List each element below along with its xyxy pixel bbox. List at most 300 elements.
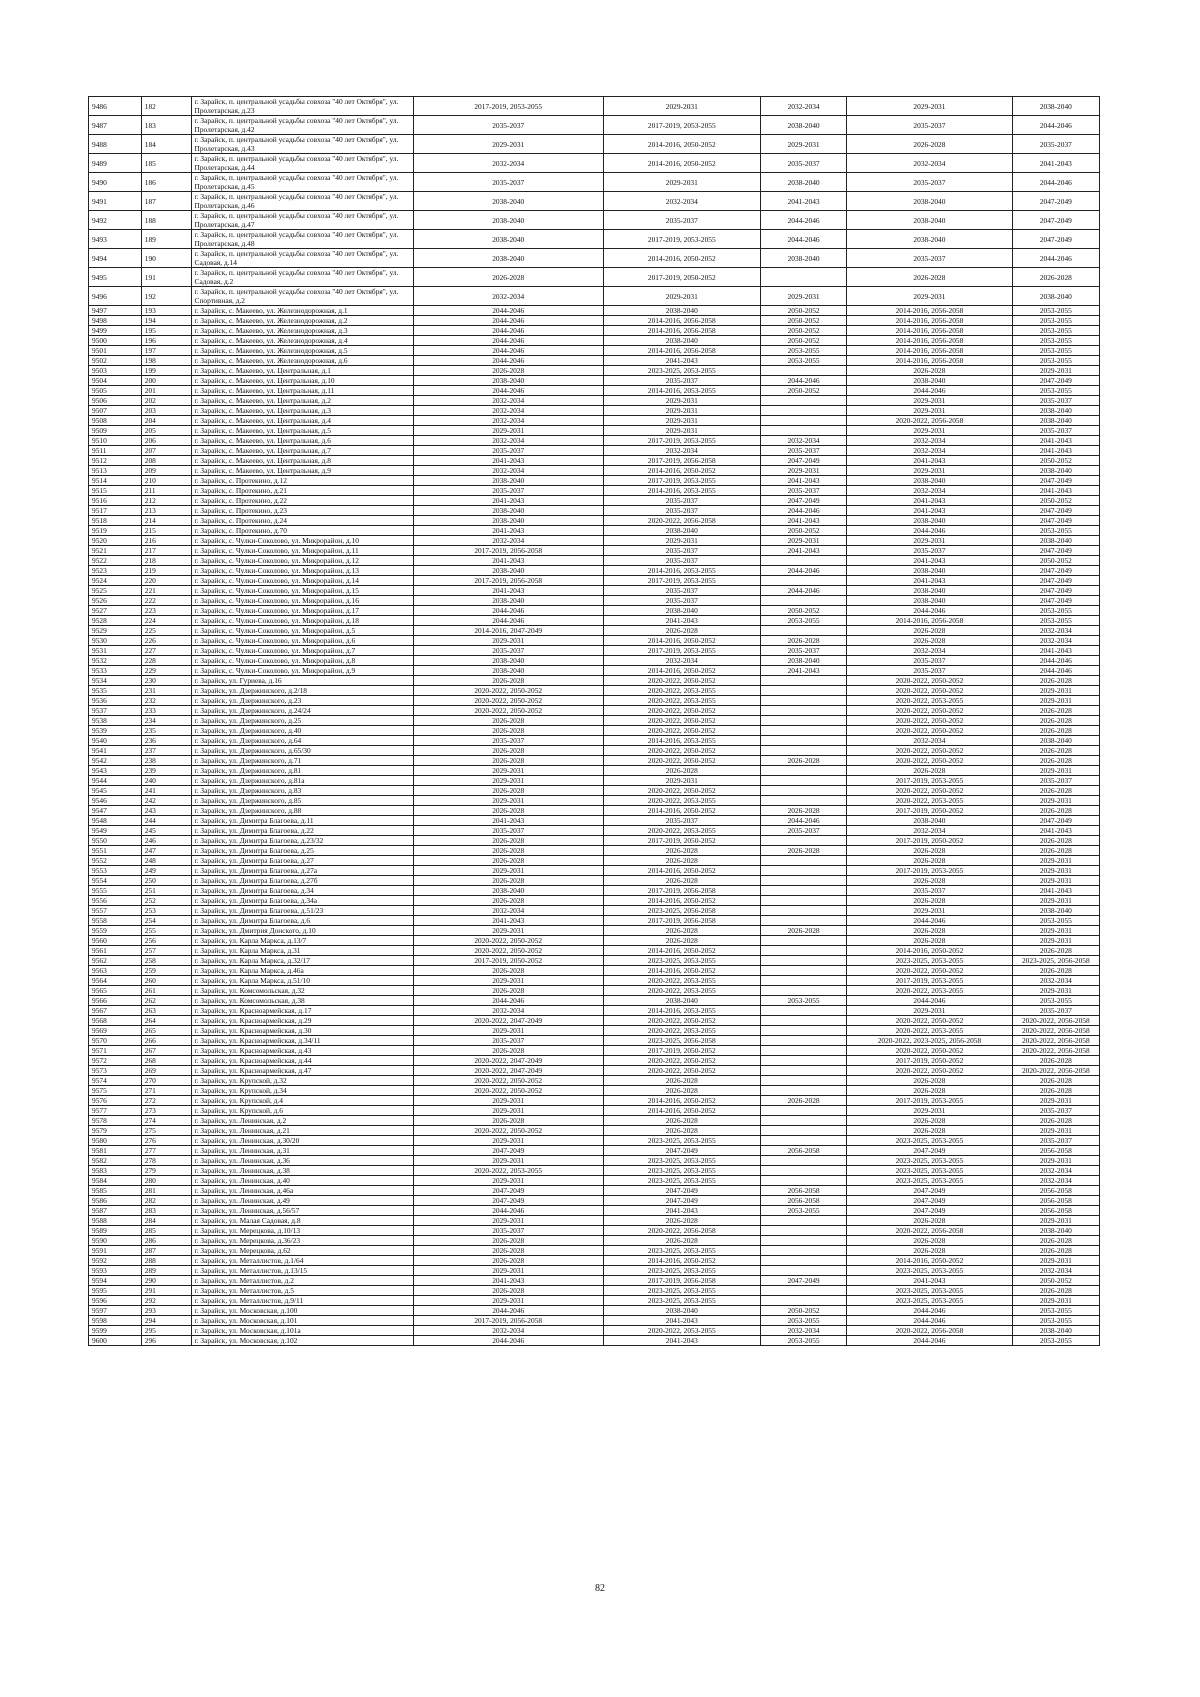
- period-cell-2: 2017-2019, 2050-2052: [603, 1046, 760, 1056]
- period-cell-1: 2029-2031: [413, 1216, 603, 1226]
- period-cell-2: 2041-2043: [603, 616, 760, 626]
- period-cell-5: 2029-2031: [1012, 686, 1099, 696]
- address-cell: г. Зарайск, ул. Металлистов, д.5: [191, 1286, 413, 1296]
- period-cell-3: 2035-2037: [760, 646, 846, 656]
- period-cell-5: 2038-2040: [1012, 287, 1099, 306]
- period-cell-3: 2053-2055: [760, 1316, 846, 1326]
- period-cell-1: 2029-2031: [413, 766, 603, 776]
- period-cell-4: 2026-2028: [847, 926, 1012, 936]
- period-cell-5: 2026-2028: [1012, 676, 1099, 686]
- period-cell-3: 2032-2034: [760, 97, 846, 116]
- period-cell-1: 2044-2046: [413, 336, 603, 346]
- table-row: [89, 756, 1100, 766]
- row-number-cell: 198: [141, 356, 191, 366]
- row-number-cell: 260: [141, 976, 191, 986]
- period-cell-2: 2020-2022, 2056-2058: [603, 516, 760, 526]
- period-cell-3: [760, 936, 846, 946]
- row-id-cell: 9497: [89, 306, 142, 316]
- period-cell-2: 2035-2037: [603, 376, 760, 386]
- row-id-cell: 9528: [89, 616, 142, 626]
- period-cell-2: 2026-2028: [603, 856, 760, 866]
- row-id-cell: 9599: [89, 1326, 142, 1336]
- period-cell-1: 2026-2028: [413, 268, 603, 287]
- row-number-cell: 203: [141, 406, 191, 416]
- row-id-cell: 9540: [89, 736, 142, 746]
- period-cell-1: 2017-2019, 2056-2058: [413, 1316, 603, 1326]
- period-cell-3: [760, 1106, 846, 1116]
- address-cell: г. Зарайск, ул. Димитра Благоева, д.27: [191, 856, 413, 866]
- address-cell: г. Зарайск, с. Макеево, ул. Центральная, д.11: [191, 386, 413, 396]
- period-cell-1: 2035-2037: [413, 826, 603, 836]
- row-id-cell: 9567: [89, 1006, 142, 1016]
- address-cell: г. Зарайск, ул. Металлистов, д.2: [191, 1276, 413, 1286]
- table-row: [89, 316, 1100, 326]
- period-cell-4: 2026-2028: [847, 1126, 1012, 1136]
- period-cell-4: 2023-2025, 2053-2055: [847, 956, 1012, 966]
- period-cell-1: 2026-2028: [413, 366, 603, 376]
- table-row: [89, 936, 1100, 946]
- period-cell-2: 2026-2028: [603, 926, 760, 936]
- row-id-cell: 9524: [89, 576, 142, 586]
- period-cell-3: 2050-2052: [760, 306, 846, 316]
- table-row: [89, 1066, 1100, 1076]
- period-cell-2: 2038-2040: [603, 996, 760, 1006]
- row-id-cell: 9551: [89, 846, 142, 856]
- period-cell-2: 2017-2019, 2050-2052: [603, 268, 760, 287]
- table-row: [89, 230, 1100, 249]
- row-id-cell: 9533: [89, 666, 142, 676]
- period-cell-3: [760, 1246, 846, 1256]
- period-cell-1: 2020-2022, 2050-2052: [413, 696, 603, 706]
- row-number-cell: 281: [141, 1186, 191, 1196]
- period-cell-3: 2029-2031: [760, 536, 846, 546]
- period-cell-2: 2017-2019, 2053-2055: [603, 116, 760, 135]
- period-cell-2: 2041-2043: [603, 1206, 760, 1216]
- address-cell: г. Зарайск, ул. Дзержинского, д.81а: [191, 776, 413, 786]
- row-id-cell: 9539: [89, 726, 142, 736]
- table-row: [89, 446, 1100, 456]
- period-cell-1: 2029-2031: [413, 1106, 603, 1116]
- row-id-cell: 9564: [89, 976, 142, 986]
- period-cell-5: 2029-2031: [1012, 876, 1099, 886]
- period-cell-5: 2047-2049: [1012, 566, 1099, 576]
- table-row: [89, 1056, 1100, 1066]
- period-cell-1: 2026-2028: [413, 876, 603, 886]
- period-cell-1: 2044-2046: [413, 316, 603, 326]
- row-number-cell: 211: [141, 486, 191, 496]
- row-id-cell: 9554: [89, 876, 142, 886]
- period-cell-2: 2047-2049: [603, 1196, 760, 1206]
- period-cell-1: 2029-2031: [413, 796, 603, 806]
- table-row: [89, 986, 1100, 996]
- period-cell-1: 2029-2031: [413, 1136, 603, 1146]
- row-number-cell: 212: [141, 496, 191, 506]
- row-number-cell: 197: [141, 346, 191, 356]
- table-row: [89, 1316, 1100, 1326]
- address-cell: г. Зарайск, с. Протекино, д.24: [191, 516, 413, 526]
- period-cell-5: 2035-2037: [1012, 776, 1099, 786]
- period-cell-3: [760, 966, 846, 976]
- period-cell-1: 2032-2034: [413, 436, 603, 446]
- period-cell-1: 2029-2031: [413, 1096, 603, 1106]
- period-cell-4: 2035-2037: [847, 886, 1012, 896]
- table-row: [89, 556, 1100, 566]
- period-cell-3: [760, 268, 846, 287]
- period-cell-2: 2038-2040: [603, 1306, 760, 1316]
- period-cell-5: 2053-2055: [1012, 526, 1099, 536]
- address-cell: г. Зарайск, п. центральной усадьбы совхоза "40 лет Октября", ул. Пролетарская, д.44: [191, 154, 413, 173]
- row-number-cell: 258: [141, 956, 191, 966]
- row-number-cell: 247: [141, 846, 191, 856]
- period-cell-3: [760, 896, 846, 906]
- period-cell-1: 2044-2046: [413, 616, 603, 626]
- row-number-cell: 183: [141, 116, 191, 135]
- row-number-cell: 229: [141, 666, 191, 676]
- period-cell-5: 2047-2049: [1012, 576, 1099, 586]
- row-number-cell: 287: [141, 1246, 191, 1256]
- period-cell-3: [760, 1266, 846, 1276]
- row-number-cell: 235: [141, 726, 191, 736]
- period-cell-1: 2044-2046: [413, 1306, 603, 1316]
- period-cell-3: [760, 766, 846, 776]
- period-cell-3: 2035-2037: [760, 154, 846, 173]
- period-cell-4: 2032-2034: [847, 436, 1012, 446]
- period-cell-4: 2023-2025, 2053-2055: [847, 1296, 1012, 1306]
- table-row: [89, 1086, 1100, 1096]
- period-cell-1: 2038-2040: [413, 886, 603, 896]
- period-cell-2: 2020-2022, 2053-2055: [603, 696, 760, 706]
- period-cell-5: 2050-2052: [1012, 1276, 1099, 1286]
- row-number-cell: 290: [141, 1276, 191, 1286]
- period-cell-2: 2047-2049: [603, 1146, 760, 1156]
- period-cell-2: 2020-2022, 2053-2055: [603, 1326, 760, 1336]
- address-cell: г. Зарайск, с. Макеево, ул. Центральная, д.6: [191, 436, 413, 446]
- period-cell-4: 2029-2031: [847, 466, 1012, 476]
- row-id-cell: 9532: [89, 656, 142, 666]
- table-row: [89, 866, 1100, 876]
- period-cell-2: 2026-2028: [603, 936, 760, 946]
- row-number-cell: 253: [141, 906, 191, 916]
- table-row: [89, 97, 1100, 116]
- address-cell: г. Зарайск, ул. Дзержинского, д.88: [191, 806, 413, 816]
- period-cell-5: 2044-2046: [1012, 173, 1099, 192]
- period-cell-3: 2029-2031: [760, 287, 846, 306]
- period-cell-5: 2053-2055: [1012, 1306, 1099, 1316]
- row-number-cell: 282: [141, 1196, 191, 1206]
- period-cell-2: 2032-2034: [603, 446, 760, 456]
- row-number-cell: 294: [141, 1316, 191, 1326]
- table-row: [89, 736, 1100, 746]
- row-number-cell: 191: [141, 268, 191, 287]
- period-cell-2: 2026-2028: [603, 876, 760, 886]
- address-cell: г. Зарайск, с. Чулки-Соколово, ул. Микрорайон, д.11: [191, 546, 413, 556]
- period-cell-5: 2026-2028: [1012, 716, 1099, 726]
- period-cell-1: 2029-2031: [413, 135, 603, 154]
- table-row: [89, 726, 1100, 736]
- table-row: [89, 946, 1100, 956]
- row-number-cell: 232: [141, 696, 191, 706]
- period-cell-2: 2029-2031: [603, 396, 760, 406]
- table-row: [89, 1296, 1100, 1306]
- period-cell-2: 2014-2016, 2050-2052: [603, 154, 760, 173]
- row-id-cell: 9491: [89, 192, 142, 211]
- period-cell-4: 2017-2019, 2050-2052: [847, 836, 1012, 846]
- address-cell: г. Зарайск, с. Макеево, ул. Железнодорожная, д.3: [191, 326, 413, 336]
- address-cell: г. Зарайск, ул. Крупской, д.32: [191, 1076, 413, 1086]
- row-id-cell: 9577: [89, 1106, 142, 1116]
- period-cell-2: 2023-2025, 2056-2058: [603, 1036, 760, 1046]
- period-cell-2: 2035-2037: [603, 586, 760, 596]
- period-cell-5: 2029-2031: [1012, 1296, 1099, 1306]
- address-cell: г. Зарайск, с. Чулки-Соколово, ул. Микрорайон, д.14: [191, 576, 413, 586]
- period-cell-3: [760, 1066, 846, 1076]
- address-cell: г. Зарайск, с. Макеево, ул. Железнодорожная, д.1: [191, 306, 413, 316]
- row-number-cell: 238: [141, 756, 191, 766]
- period-cell-3: [760, 1176, 846, 1186]
- row-number-cell: 192: [141, 287, 191, 306]
- period-cell-4: 2026-2028: [847, 636, 1012, 646]
- row-number-cell: 246: [141, 836, 191, 846]
- address-cell: г. Зарайск, ул. Ленинская, д.30/20: [191, 1136, 413, 1146]
- address-cell: г. Зарайск, п. центральной усадьбы совхоза "40 лет Октября", ул. Пролетарская, д.23: [191, 97, 413, 116]
- period-cell-1: 2026-2028: [413, 1116, 603, 1126]
- period-cell-4: 2026-2028: [847, 766, 1012, 776]
- period-cell-5: 2047-2049: [1012, 516, 1099, 526]
- table-row: [89, 1286, 1100, 1296]
- period-cell-4: 2041-2043: [847, 456, 1012, 466]
- period-cell-1: 2029-2031: [413, 636, 603, 646]
- row-id-cell: 9542: [89, 756, 142, 766]
- period-cell-5: 2026-2028: [1012, 268, 1099, 287]
- period-cell-1: 2026-2028: [413, 746, 603, 756]
- row-number-cell: 199: [141, 366, 191, 376]
- row-id-cell: 9517: [89, 506, 142, 516]
- address-cell: г. Зарайск, ул. Московская, д.102: [191, 1336, 413, 1346]
- table-row: [89, 1276, 1100, 1286]
- period-cell-5: 2047-2049: [1012, 816, 1099, 826]
- period-cell-4: 2026-2028: [847, 896, 1012, 906]
- row-id-cell: 9581: [89, 1146, 142, 1156]
- row-number-cell: 241: [141, 786, 191, 796]
- period-cell-3: [760, 786, 846, 796]
- period-cell-5: 2050-2052: [1012, 496, 1099, 506]
- period-cell-4: 2020-2022, 2050-2052: [847, 716, 1012, 726]
- address-cell: г. Зарайск, ул. Мерецкова, д.10/13: [191, 1226, 413, 1236]
- period-cell-1: 2020-2022, 2047-2049: [413, 1056, 603, 1066]
- period-cell-3: 2038-2040: [760, 116, 846, 135]
- row-id-cell: 9545: [89, 786, 142, 796]
- period-cell-4: 2020-2022, 2053-2055: [847, 696, 1012, 706]
- period-cell-3: [760, 866, 846, 876]
- period-cell-4: 2026-2028: [847, 876, 1012, 886]
- period-cell-2: 2047-2049: [603, 1186, 760, 1196]
- period-cell-1: 2026-2028: [413, 966, 603, 976]
- row-id-cell: 9555: [89, 886, 142, 896]
- period-cell-1: 2035-2037: [413, 1036, 603, 1046]
- table-row: [89, 596, 1100, 606]
- row-number-cell: 254: [141, 916, 191, 926]
- address-cell: г. Зарайск, ул. Ленинская, д.21: [191, 1126, 413, 1136]
- table-row: [89, 268, 1100, 287]
- row-number-cell: 285: [141, 1226, 191, 1236]
- period-cell-3: 2041-2043: [760, 516, 846, 526]
- period-cell-5: 2032-2034: [1012, 1266, 1099, 1276]
- row-number-cell: 182: [141, 97, 191, 116]
- period-cell-4: 2029-2031: [847, 406, 1012, 416]
- row-id-cell: 9571: [89, 1046, 142, 1056]
- address-cell: г. Зарайск, с. Чулки-Соколово, ул. Микрорайон, д.18: [191, 616, 413, 626]
- period-cell-2: 2041-2043: [603, 356, 760, 366]
- period-cell-1: 2032-2034: [413, 396, 603, 406]
- address-cell: г. Зарайск, ул. Красноармейская, д.47: [191, 1066, 413, 1076]
- row-number-cell: 259: [141, 966, 191, 976]
- period-cell-5: 2044-2046: [1012, 656, 1099, 666]
- row-id-cell: 9521: [89, 546, 142, 556]
- address-cell: г. Зарайск, ул. Гуриева, д.16: [191, 676, 413, 686]
- period-cell-4: 2014-2016, 2056-2058: [847, 346, 1012, 356]
- period-cell-5: 2020-2022, 2056-2058: [1012, 1026, 1099, 1036]
- period-cell-4: 2038-2040: [847, 376, 1012, 386]
- period-cell-2: 2023-2025, 2053-2055: [603, 1176, 760, 1186]
- row-id-cell: 9493: [89, 230, 142, 249]
- period-cell-2: 2014-2016, 2050-2052: [603, 666, 760, 676]
- table-row: [89, 1236, 1100, 1246]
- row-number-cell: 251: [141, 886, 191, 896]
- period-cell-3: 2044-2046: [760, 211, 846, 230]
- period-cell-3: 2050-2052: [760, 526, 846, 536]
- period-cell-4: 2017-2019, 2053-2055: [847, 776, 1012, 786]
- period-cell-5: 2047-2049: [1012, 546, 1099, 556]
- row-id-cell: 9560: [89, 936, 142, 946]
- period-cell-4: 2020-2022, 2053-2055: [847, 1026, 1012, 1036]
- period-cell-4: 2032-2034: [847, 826, 1012, 836]
- row-number-cell: 243: [141, 806, 191, 816]
- period-cell-1: 2029-2031: [413, 926, 603, 936]
- row-id-cell: 9565: [89, 986, 142, 996]
- period-cell-3: 2047-2049: [760, 456, 846, 466]
- address-cell: г. Зарайск, ул. Ленинская, д.31: [191, 1146, 413, 1156]
- period-cell-5: 2044-2046: [1012, 116, 1099, 135]
- row-number-cell: 195: [141, 326, 191, 336]
- row-number-cell: 208: [141, 456, 191, 466]
- address-cell: г. Зарайск, ул. Дзержинского, д.65/30: [191, 746, 413, 756]
- row-id-cell: 9527: [89, 606, 142, 616]
- period-cell-2: 2035-2037: [603, 506, 760, 516]
- table-row: [89, 1076, 1100, 1086]
- period-cell-3: 2044-2046: [760, 566, 846, 576]
- period-cell-4: 2044-2046: [847, 996, 1012, 1006]
- period-cell-5: 2038-2040: [1012, 466, 1099, 476]
- period-cell-3: [760, 396, 846, 406]
- address-cell: г. Зарайск, ул. Дмитрия Донского, д.10: [191, 926, 413, 936]
- address-cell: г. Зарайск, ул. Дзержинского, д.85: [191, 796, 413, 806]
- period-cell-5: 2026-2028: [1012, 1286, 1099, 1296]
- row-id-cell: 9500: [89, 336, 142, 346]
- period-cell-1: 2044-2046: [413, 356, 603, 366]
- row-id-cell: 9525: [89, 586, 142, 596]
- row-id-cell: 9502: [89, 356, 142, 366]
- period-cell-2: 2026-2028: [603, 766, 760, 776]
- period-cell-3: [760, 366, 846, 376]
- period-cell-2: 2029-2031: [603, 406, 760, 416]
- period-cell-3: 2032-2034: [760, 1326, 846, 1336]
- address-cell: г. Зарайск, ул. Димитра Благоева, д.34: [191, 886, 413, 896]
- period-cell-2: 2020-2022, 2050-2052: [603, 756, 760, 766]
- period-cell-5: 2026-2028: [1012, 1246, 1099, 1256]
- address-cell: г. Зарайск, ул. Комсомольская, д.38: [191, 996, 413, 1006]
- period-cell-4: 2020-2022, 2056-2058: [847, 416, 1012, 426]
- period-cell-2: 2020-2022, 2050-2052: [603, 706, 760, 716]
- period-cell-4: 2020-2022, 2056-2058: [847, 1326, 1012, 1336]
- period-cell-5: 2056-2058: [1012, 1186, 1099, 1196]
- period-cell-2: 2017-2019, 2056-2058: [603, 886, 760, 896]
- row-id-cell: 9586: [89, 1196, 142, 1206]
- period-cell-4: 2014-2016, 2056-2058: [847, 616, 1012, 626]
- period-cell-4: 2014-2016, 2056-2058: [847, 326, 1012, 336]
- row-number-cell: 266: [141, 1036, 191, 1046]
- table-row: [89, 926, 1100, 936]
- period-cell-1: 2038-2040: [413, 566, 603, 576]
- period-cell-2: 2032-2034: [603, 192, 760, 211]
- period-cell-1: 2026-2028: [413, 726, 603, 736]
- row-id-cell: 9499: [89, 326, 142, 336]
- period-cell-2: 2038-2040: [603, 606, 760, 616]
- period-cell-3: [760, 1296, 846, 1306]
- period-cell-2: 2023-2025, 2053-2055: [603, 1296, 760, 1306]
- period-cell-4: 2023-2025, 2053-2055: [847, 1176, 1012, 1186]
- row-id-cell: 9486: [89, 97, 142, 116]
- period-cell-2: 2035-2037: [603, 556, 760, 566]
- period-cell-4: 2026-2028: [847, 1216, 1012, 1226]
- row-number-cell: 233: [141, 706, 191, 716]
- address-cell: г. Зарайск, ул. Карла Маркса, д.32/17: [191, 956, 413, 966]
- period-cell-4: 2014-2016, 2056-2058: [847, 316, 1012, 326]
- address-cell: г. Зарайск, ул. Димитра Благоева, д.27б: [191, 876, 413, 886]
- period-cell-3: 2047-2049: [760, 496, 846, 506]
- period-cell-4: 2020-2022, 2050-2052: [847, 756, 1012, 766]
- table-row: [89, 536, 1100, 546]
- row-id-cell: 9594: [89, 1276, 142, 1286]
- period-cell-1: 2047-2049: [413, 1186, 603, 1196]
- period-cell-3: 2053-2055: [760, 1336, 846, 1346]
- period-cell-2: 2026-2028: [603, 626, 760, 636]
- period-cell-2: 2020-2022, 2050-2052: [603, 746, 760, 756]
- row-id-cell: 9514: [89, 476, 142, 486]
- row-number-cell: 209: [141, 466, 191, 476]
- period-cell-4: 2023-2025, 2053-2055: [847, 1286, 1012, 1296]
- period-cell-1: 2038-2040: [413, 506, 603, 516]
- period-cell-4: 2035-2037: [847, 173, 1012, 192]
- table-row: [89, 706, 1100, 716]
- row-id-cell: 9588: [89, 1216, 142, 1226]
- period-cell-1: 2026-2028: [413, 716, 603, 726]
- period-cell-5: 2047-2049: [1012, 376, 1099, 386]
- table-row: [89, 249, 1100, 268]
- period-cell-2: 2020-2022, 2053-2055: [603, 686, 760, 696]
- period-cell-1: 2038-2040: [413, 656, 603, 666]
- period-cell-1: 2026-2028: [413, 1286, 603, 1296]
- address-cell: г. Зарайск, ул. Дзержинского, д.24/24: [191, 706, 413, 716]
- period-cell-2: 2032-2034: [603, 656, 760, 666]
- table-row: [89, 806, 1100, 816]
- row-number-cell: 216: [141, 536, 191, 546]
- period-cell-3: 2056-2058: [760, 1146, 846, 1156]
- address-cell: г. Зарайск, ул. Димитра Благоева, д.22: [191, 826, 413, 836]
- row-number-cell: 223: [141, 606, 191, 616]
- period-cell-4: 2029-2031: [847, 536, 1012, 546]
- period-cell-5: 2053-2055: [1012, 1336, 1099, 1346]
- row-number-cell: 250: [141, 876, 191, 886]
